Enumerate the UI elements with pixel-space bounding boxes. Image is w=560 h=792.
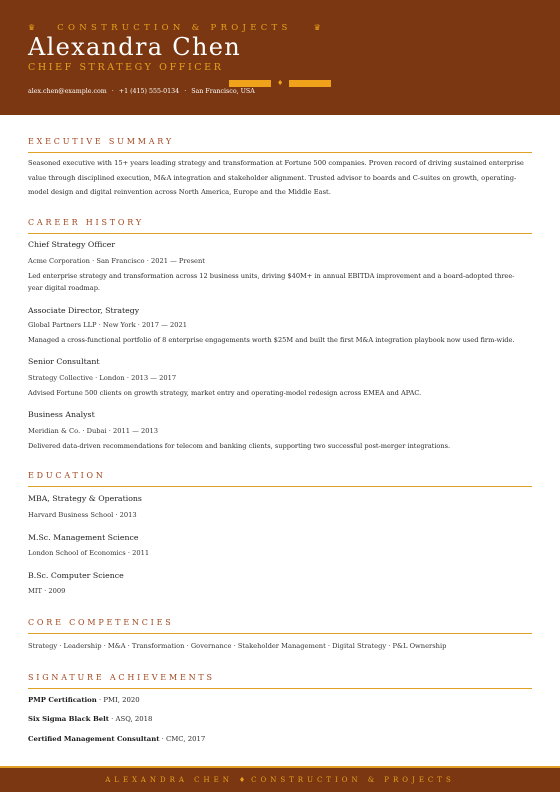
achievement-item [28,696,140,704]
header-tagline [28,23,321,33]
education-school: London School of Economics · 2011 [28,549,150,557]
career-role: Senior Consultant [28,357,100,366]
career-description: Managed a cross-functional portfolio of 8 enterprise engagements worth $25M and built the first M&A integration playbook now used firm-wide. [28,336,515,344]
education-degree: MBA, Strategy & Operations [28,494,142,503]
achievement-name: Six Sigma Black Belt [28,715,109,723]
accent-divider [229,79,331,88]
career-role: Associate Director, Strategy [28,306,140,315]
accent-bar-left [229,80,271,87]
person-name: Alexandra Chen [28,33,241,61]
achievement-item [28,715,152,723]
competencies-list: Strategy · Leadership · M&A · Transformation · Governance · Stakeholder Management · Digital Strategy · P&L Ownership [28,642,447,650]
tagline-text: CONSTRUCTION & PROJECTS [57,23,292,33]
career-description: Advised Fortune 500 clients on growth strategy, market entry and operating-model redesign across EMEA and APAC. [28,389,422,397]
crown-icon: ♛ [313,23,321,32]
career-description: Led enterprise strategy and transformation across 12 business units, driving $40M+ in annual EBITDA improvement and a board-adopted three-year digital roadmap. [28,272,515,292]
section-heading-education: EDUCATION [28,471,532,487]
achievement-detail: · CMC, 2017 [159,735,206,743]
education-degree: M.Sc. Management Science [28,533,139,542]
career-meta: Meridian & Co. · Dubai · 2011 — 2013 [28,427,159,435]
section-heading-summary: EXECUTIVE SUMMARY [28,137,532,153]
section-heading-achievements: SIGNATURE ACHIEVEMENTS [28,673,532,689]
career-meta: Acme Corporation · San Francisco · 2021 — Present [28,257,205,265]
contact-separator: · [111,88,114,95]
footer-banner [0,766,560,792]
contact-email[interactable]: alex.chen@example.com [28,88,107,95]
contact-separator: · [184,88,187,95]
crown-icon: ♛ [28,23,36,32]
section-heading-competencies: CORE COMPETENCIES [28,618,532,634]
achievement-detail: · ASQ, 2018 [108,715,153,723]
career-role: Chief Strategy Officer [28,240,116,249]
achievement-name: PMP Certification [28,696,97,704]
footer-name: ALEXANDRA CHEN [105,776,233,784]
accent-bar-right [289,80,331,87]
achievement-detail: · PMI, 2020 [96,696,140,704]
achievement-name: Certified Management Consultant [28,735,160,743]
education-degree: B.Sc. Computer Science [28,571,124,580]
job-title: CHIEF STRATEGY OFFICER [28,62,224,73]
summary-text: Seasoned executive with 15+ years leading strategy and transformation at Fortune 500 companies. Proven record of driving sustained enterprise value through disciplined execution, M&A integration and stakeholder alignment. Trusted advisor to boards and C-suites on growth, operating-model design and digital reinvention across North America, Europe and the Middle East. [28,159,524,196]
education-school: MIT · 2009 [28,587,66,595]
footer-tagline: CONSTRUCTION & PROJECTS [251,776,455,784]
diamond-icon: ♦ [238,776,246,784]
career-meta: Strategy Collective · London · 2013 — 2017 [28,374,177,382]
education-school: Harvard Business School · 2013 [28,511,137,519]
contact-phone[interactable]: +1 (415) 555-0134 [118,88,180,95]
contact-location: San Francisco, USA [191,88,255,95]
career-description: Delivered data-driven recommendations for telecom and banking clients, supporting two successful post-merger integrations. [28,442,451,450]
footer-text [0,776,560,784]
header-banner [0,0,560,115]
section-heading-career: CAREER HISTORY [28,218,532,234]
career-role: Business Analyst [28,410,95,419]
career-meta: Global Partners LLP · New York · 2017 — 2021 [28,321,188,329]
diamond-icon: ♦ [277,79,284,87]
contact-line [28,88,255,95]
achievement-item [28,735,205,743]
